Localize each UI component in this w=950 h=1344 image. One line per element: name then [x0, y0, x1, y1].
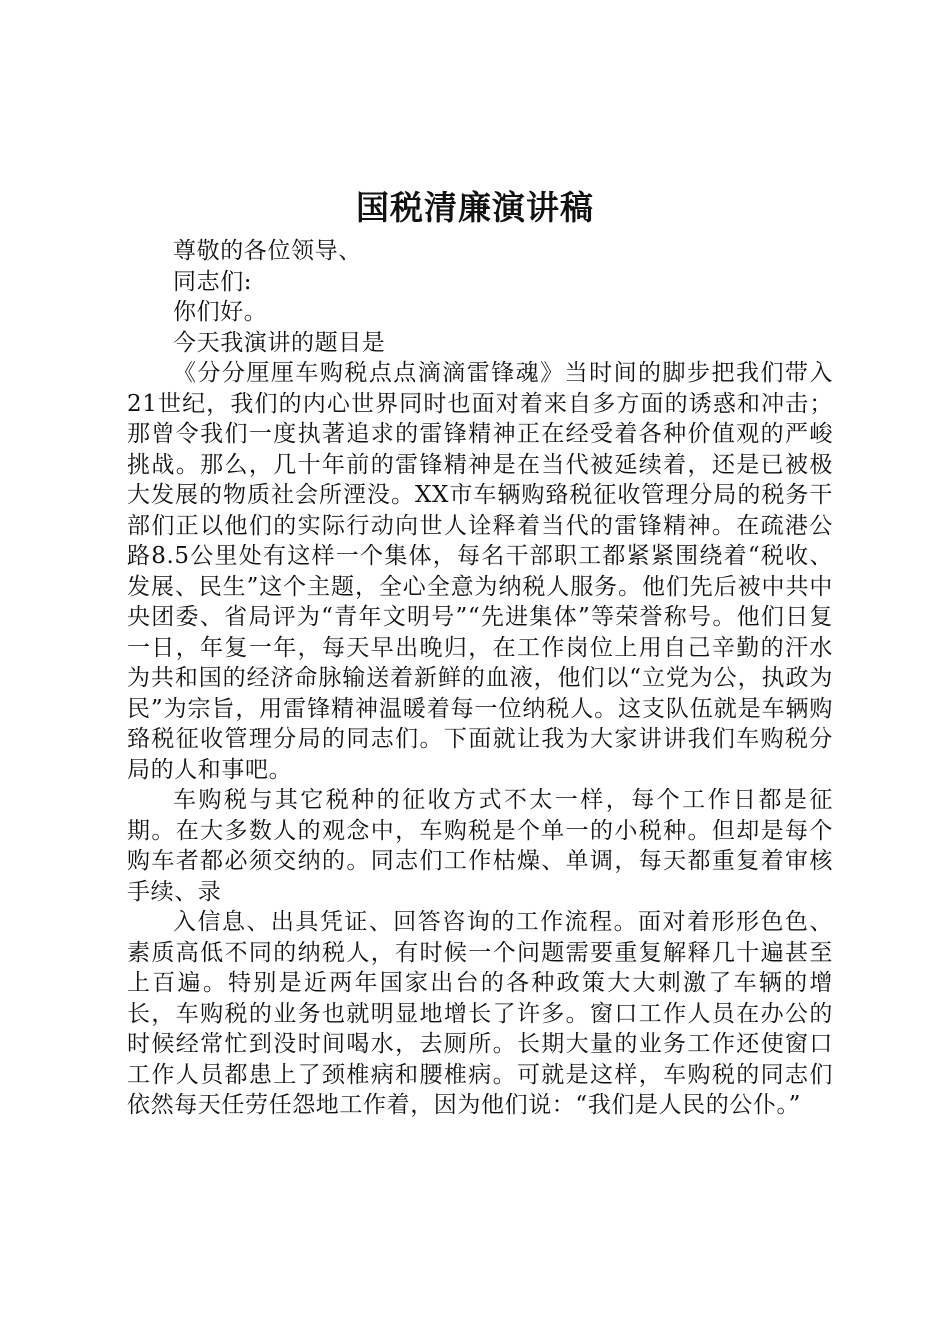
- topic-intro: 今天我演讲的题目是: [173, 329, 386, 356]
- body-paragraph-1: 《分分厘厘车购税点点滴滴雷锋魂》当时间的脚步把我们带入21世纪，我们的内心世界同时也面对着来自多方面的诱惑和冲击；那曾令我们一度执著追求的雷锋精神正在经受着各种价值观的严峻挑战。那么，几十年前的雷锋精神是在当代被延续着，还是已被极大发展的物质社会所湮没。XX市车辆购臵税征收管理分局的税务干部们正以他们的实际行动向世人诠释着当代的雷锋精神。在疏港公路8.5公里处有这样一个集体，每名干部职工都紧紧围绕着“税收、发展、民生”这个主题，全心全意为纳税人服务。他们先后被中共中央团委、省局评为“青年文明号”“先进集体”等荣誉称号。他们日复一日，年复一年，每天早出晚归，在工作岗位上用自己辛勤的汗水为共和国的经济命脉输送着新鲜的血液，他们以“立党为公，执政为民”为宗旨，用雷锋精神温暖着每一位纳税人。这支队伍就是车辆购臵税征收管理分局的同志们。下面就让我为大家讲讲我们车购税分局的人和事吧。: [127, 360, 833, 783]
- document-title: 国税清廉演讲稿: [356, 188, 594, 227]
- body-paragraph-3: 入信息、出具凭证、回答咨询的工作流程。面对着形形色色、素质高低不同的纳税人，有时候一个问题需要重复解释几十遍甚至上百遍。特别是近两年国家出台的各种政策大大刺激了车辆的增长，车购税的业务也就明显地增长了许多。窗口工作人员在办公的时候经常忙到没时间喝水，去厕所。长期大量的业务工作还使窗口工作人员都患上了颈椎病和腰椎病。可就是这样，车购税的同志们依然每天任劳任怨地工作着，因为他们说：“我们是人民的公仆。”: [127, 909, 833, 1118]
- body-paragraph-2: 车购税与其它税种的征收方式不太一样，每个工作日都是征期。在大多数人的观念中，车购税是个单一的小税种。但却是每个购车者都必须交纳的。同志们工作枯燥、单调，每天都重复着审核手续、录: [127, 787, 833, 905]
- salutation-line-1: 尊敬的各位领导、: [173, 238, 362, 264]
- salutation-line-2: 同志们:: [173, 268, 253, 295]
- greeting: 你们好。: [173, 299, 268, 325]
- document-body: [127, 236, 833, 1121]
